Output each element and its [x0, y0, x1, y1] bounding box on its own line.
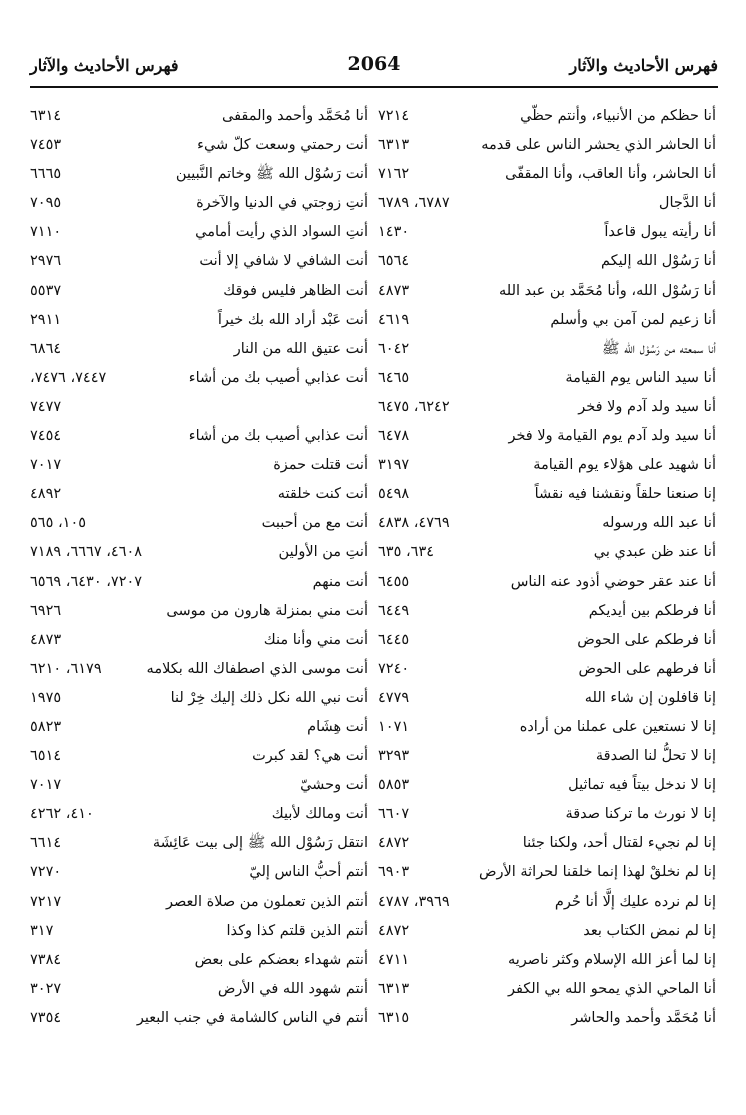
entry-numbers: ٦٠٤٢ [378, 340, 410, 357]
entry-numbers: ٧٠١٧ [30, 777, 62, 794]
entry-text: أنت موسى الذي اصطفاك الله بكلامه [146, 660, 368, 677]
index-entry [378, 946, 716, 975]
index-entry [378, 160, 716, 189]
entry-text: أنا حظكم من الأنبياء، وأنتم حظّي [520, 108, 716, 124]
index-entry [30, 480, 368, 509]
entry-text: أنت عَبْد أراد الله بك خيراً [217, 311, 368, 328]
entry-numbers: ٤٨٧٢ [378, 922, 410, 939]
header-rule [30, 86, 718, 88]
entry-text: أنت وحشيّ [300, 777, 368, 794]
entry-text: إنا لما أعز الله الإسلام وكثر ناصريه [508, 951, 716, 968]
entry-numbers: ٦٢٤٢، ٦٤٧٥ [378, 398, 450, 415]
index-entry [30, 655, 368, 684]
entry-numbers: ٦٤٧٨ [378, 428, 410, 445]
entry-numbers: ٧٣٥٤ [30, 1009, 62, 1026]
entry-text: أنا الماحي الذي يمحو الله بي الكفر [507, 980, 716, 997]
index-entry [378, 306, 716, 335]
index-entry [30, 538, 368, 567]
entry-numbers: ٧٢١٤ [378, 108, 410, 124]
index-entry [378, 335, 716, 364]
index-entry [30, 626, 368, 655]
entry-numbers: ١٤٣٠ [378, 224, 410, 241]
entry-text: أنا فرطهم على الحوض [578, 660, 716, 677]
entry-numbers: ٦٣١٥ [378, 1009, 410, 1026]
entry-text: أنتِ السواد الذي رأيت أمامي [195, 224, 368, 241]
entry-numbers: ٣١٧ [30, 922, 54, 939]
entry-text: أنت نبي الله نكل ذلك إليك خِرْ لنا [170, 689, 368, 706]
entry-text: أنا سيد ولد آدم ولا فخر [578, 398, 716, 415]
entry-text: إنا لم نرده عليك إلَّا أنا حُرم [554, 893, 716, 910]
entry-text: انتقل رَسُوْل الله ﷺ إلى بيت عَائِشَة [152, 835, 368, 852]
index-entry [378, 888, 716, 917]
entry-text: أنت مع من أحببت [261, 515, 368, 532]
entry-numbers: ٦٣١٣ [378, 137, 410, 154]
index-entry [378, 277, 716, 306]
entry-text: إنا لا ندخل بيتاً فيه تماثيل [568, 777, 716, 794]
index-entry [30, 858, 368, 887]
entry-text: أنت كنت خلقته [277, 486, 368, 503]
entry-text: أنا رَسُوْل الله إليكم [601, 253, 716, 270]
entry-text: أنت قتلت حمزة [273, 457, 368, 474]
entry-numbers: ٤٨٧٣ [378, 282, 410, 299]
index-column-left [30, 102, 368, 1033]
entry-numbers: ٣١٩٧ [378, 457, 410, 474]
index-entry [378, 131, 716, 160]
index-entry [30, 597, 368, 626]
index-entry [30, 975, 368, 1004]
index-entry [378, 655, 716, 684]
entry-text: أنا سيد الناس يوم القيامة [565, 369, 716, 386]
entry-text: أنا رأيته يبول قاعداً [604, 224, 716, 241]
entry-text: أنت مني بمنزلة هارون من موسى [166, 602, 368, 619]
entry-numbers: ٧١٦٢ [378, 166, 410, 183]
entry-text: أنا فرطكم على الحوض [577, 631, 716, 648]
entry-numbers: ٦٥٦٤ [378, 253, 410, 270]
entry-text: أنتم في الناس كالشامة في جنب البعير [136, 1009, 368, 1026]
entry-numbers: ٦٤٤٥ [378, 631, 410, 648]
entry-text: أنت هي؟ لقد كبرت [252, 748, 368, 765]
entry-numbers: ٦٩٢٦ [30, 602, 62, 619]
entry-text: أنت عذابي أصيب بك من أشاء [188, 369, 368, 386]
index-entry [378, 713, 716, 742]
running-title-right: فهرس الأحاديث والآثار [569, 56, 718, 75]
entry-text: أنا مُحَمَّد وأحمد والحاشر [571, 1009, 716, 1026]
index-entry [30, 277, 368, 306]
entry-numbers: ٦٦٦٥ [30, 166, 62, 183]
index-entry [30, 888, 368, 917]
entry-numbers: ٦٥١٤ [30, 748, 62, 765]
index-entry [30, 568, 368, 597]
entry-text: أنت الظاهر فليس فوقك [223, 282, 368, 299]
entry-numbers: ٥٤٩٨ [378, 486, 410, 503]
entry-text: أنا الحاشر، وأنا العاقب، وأنا المقفّى [505, 166, 716, 183]
index-entry [30, 829, 368, 858]
index-entry [378, 829, 716, 858]
entry-text: إنا لا تحلُّ لنا الصدقة [595, 748, 716, 765]
index-entry [30, 218, 368, 247]
entry-numbers: ٧٤٤٧، ٧٤٧٦، [30, 369, 107, 386]
index-entry [30, 422, 368, 451]
index-entry [30, 102, 368, 131]
entry-text: أنا رَسُوْل الله، وأنا مُحَمَّد بن عبد الله [499, 282, 716, 299]
index-entry [30, 509, 368, 538]
entry-text: إنا لا نورث ما تركنا صدقة [565, 806, 716, 823]
entry-text: أنا عند ظن عبدي بي [593, 544, 716, 561]
index-entry [378, 247, 716, 276]
index-entry [378, 189, 716, 218]
index-entry [30, 364, 368, 393]
entry-text: أنت عتيق الله من النار [233, 340, 368, 357]
entry-numbers: ٤٨٧٢ [378, 835, 410, 852]
index-entry [378, 509, 716, 538]
entry-text: أنا عند عقر حوضي أذود عنه الناس [510, 573, 716, 590]
entry-numbers: ٧٤٧٧ [30, 398, 62, 415]
entry-numbers: ٧١١٠ [30, 224, 62, 241]
index-entry [378, 568, 716, 597]
entry-text: إنا لم نمض الكتاب بعد [583, 922, 716, 939]
entry-numbers: ٥٨٥٣ [378, 777, 410, 794]
entry-numbers: ٤٧٦٩، ٤٨٣٨ [378, 515, 450, 532]
index-entry [378, 422, 716, 451]
index-entry [30, 742, 368, 771]
index-entry [30, 917, 368, 946]
index-entry [30, 1004, 368, 1033]
index-entry [30, 306, 368, 335]
index-entry [30, 684, 368, 713]
entry-numbers: ١٠٧١ [378, 718, 410, 735]
entry-text: أنت منهم [312, 573, 368, 590]
index-entry [378, 480, 716, 509]
entry-text: أنت رحمتي وسعت كلّ شيء [197, 137, 368, 154]
entry-numbers: ١٠٥، ٥٦٥ [30, 515, 87, 532]
entry-text: أنت مني وأنا منك [263, 631, 368, 648]
index-entry [378, 393, 716, 422]
index-entry [378, 800, 716, 829]
entry-text: إنا لا نستعين على عملنا من أراده [519, 718, 716, 735]
entry-numbers: ٣٢٩٣ [378, 748, 410, 765]
index-entry [378, 364, 716, 393]
index-entry [378, 597, 716, 626]
entry-text: أنتم الذين تعملون من صلاة العصر [165, 893, 368, 910]
index-entry [378, 626, 716, 655]
index-entry [30, 451, 368, 480]
entry-numbers: ٥٨٢٣ [30, 718, 62, 735]
entry-numbers: ٧٣٨٤ [30, 951, 62, 968]
entry-numbers: ٧٠١٧ [30, 457, 62, 474]
entry-text: إنا صنعنا حلقاً ونقشنا فيه نقشاً [534, 486, 716, 503]
index-entry [30, 393, 368, 422]
entry-numbers: ٧٢٠٧، ٦٤٣٠، ٦٥٦٩ [30, 573, 143, 590]
index-entry [378, 1004, 716, 1033]
entry-text: أنا فرطكم بين أيديكم [588, 602, 716, 619]
entry-numbers: ٤٨٧٣ [30, 631, 62, 648]
entry-numbers: ٣٠٢٧ [30, 980, 62, 997]
index-entry [30, 771, 368, 800]
entry-numbers: ٦٣١٣ [378, 980, 410, 997]
entry-numbers: ١٩٧٥ [30, 689, 62, 706]
entry-numbers: ٢٩٧٦ [30, 253, 62, 270]
entry-text: أنا مُحَمَّد وأحمد والمقفى [221, 108, 368, 124]
entry-text: أنا زعيم لمن آمن بي وأسلم [550, 311, 716, 328]
entry-text: أنا الدَّجال [658, 195, 716, 212]
entry-text: أنت عذابي أصيب بك من أشاء [188, 428, 368, 445]
index-entry [30, 946, 368, 975]
entry-numbers: ٦٣١٤ [30, 108, 62, 124]
entry-text: إنا قافلون إن شاء الله [584, 689, 716, 706]
index-entry [30, 160, 368, 189]
entry-numbers: ٧٢١٧ [30, 893, 62, 910]
page-number: 2064 [347, 53, 401, 75]
entry-numbers: ٧٤٥٤ [30, 428, 62, 445]
entry-text: أنت رَسُوْل الله ﷺ وخاتم النَّبيين [175, 166, 368, 183]
entry-numbers: ٦٨٦٤ [30, 340, 62, 357]
index-entry [30, 800, 368, 829]
index-entry [378, 538, 716, 567]
entry-numbers: ٦١٧٩، ٦٢١٠ [30, 660, 102, 677]
entry-text: أنا عبد الله ورسوله [602, 515, 716, 532]
entry-numbers: ٧٤٥٣ [30, 137, 62, 154]
page-header [30, 53, 718, 82]
entry-text: إنا لم نجيء لقتال أحد، ولكنا جئنا [522, 835, 716, 852]
index-entry [378, 451, 716, 480]
index-entry [378, 858, 716, 887]
entry-text: أنت الشافي لا شافي إلا أنت [199, 253, 368, 270]
entry-numbers: ٦٧٨٧، ٦٧٨٩ [378, 195, 450, 212]
index-entry [30, 335, 368, 364]
entry-text: أنت ومالك لأبيك [271, 806, 368, 823]
index-entry [378, 684, 716, 713]
entry-numbers: ٤٧٧٩ [378, 689, 410, 706]
entry-numbers: ٤٦٠٨، ٦٦٦٧، ٧١٨٩ [30, 544, 143, 561]
entry-text: أنت هِشَام [307, 718, 368, 735]
entry-text: أنا الحاشر الذي يحشر الناس على قدمه [481, 137, 716, 154]
entry-numbers: ٢٩١١ [30, 311, 62, 328]
entry-numbers: ٦٤٦٥ [378, 369, 410, 386]
index-entry [378, 218, 716, 247]
entry-text: أنا شهيد على هؤلاء يوم القيامة [533, 457, 716, 474]
entry-numbers: ٦٦٠٧ [378, 806, 410, 823]
entry-text: أنتِ من الأولين [278, 544, 368, 561]
entry-numbers: ٤٦١٩ [378, 311, 410, 328]
entry-text: أنتم الذين قلتم كذا وكذا [226, 922, 368, 939]
entry-numbers: ٦٤٤٩ [378, 602, 410, 619]
entry-numbers: ٧٠٩٥ [30, 195, 62, 212]
entry-numbers: ٧٢٤٠ [378, 660, 410, 677]
index-entry [378, 917, 716, 946]
index-column-right [378, 102, 716, 1033]
entry-numbers: ٦٦١٤ [30, 835, 62, 852]
entry-numbers: ٤٧١١ [378, 951, 410, 968]
entry-numbers: ٣٩٦٩، ٤٧٨٧ [378, 893, 450, 910]
entry-numbers: ٦٩٠٣ [378, 864, 410, 881]
entry-text: أنتِ زوجتي في الدنيا والآخرة [196, 195, 368, 212]
entry-numbers: ٤٨٩٢ [30, 486, 62, 503]
entry-numbers: ٥٥٣٧ [30, 282, 62, 299]
entry-text: أنتم شهداء بعضكم على بعض [194, 951, 368, 968]
entry-numbers: ٦٤٥٥ [378, 573, 410, 590]
entry-text: أنا سمعته من رَسُوْل الله ﷺ [602, 340, 716, 357]
index-entry [30, 713, 368, 742]
entry-numbers: ٧٢٧٠ [30, 864, 62, 881]
index-entry [378, 771, 716, 800]
entry-numbers: ٦٣٤، ٦٣٥ [378, 544, 435, 561]
index-entry [30, 247, 368, 276]
index-entry [378, 975, 716, 1004]
entry-text: إنا لم نخلقْ لهذا إنما خلقنا لحراثة الأرض [478, 864, 716, 881]
index-entry [30, 189, 368, 218]
entry-numbers: ٤١٠، ٤٢٦٢ [30, 806, 94, 823]
index-entry [378, 742, 716, 771]
entry-text: أنتم شهود الله في الأرض [217, 980, 368, 997]
index-entry [30, 131, 368, 160]
entry-text: أنتم أحبُّ الناس إليّ [249, 864, 368, 881]
running-title-left: فهرس الأحاديث والآثار [30, 56, 179, 75]
index-entry [378, 102, 716, 131]
entry-text: أنا سيد ولد آدم يوم القيامة ولا فخر [508, 428, 716, 445]
